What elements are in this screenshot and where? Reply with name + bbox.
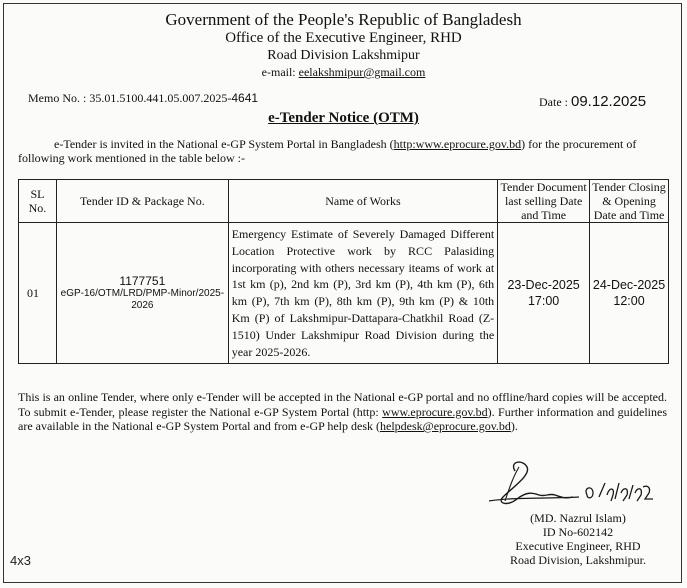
cell-name-of-works: Emergency Estimate of Severely Damaged Different Location Protective work by RCC Palasiding incorporating with others necessary iteams of work at 1st km (p), 2nd km (P), 3rd km (P), 4th km (P), 6th km (P), 7th km (P), 8th km (P), 9th km (P) & 10th Km (P) of Lakshmipur-Dattapara-Chatkhil Road (Z-1510) Under Lakshmipur Road Division during the year 2025-2026. bbox=[228, 223, 497, 364]
cell-tender-id bbox=[56, 223, 228, 364]
notice-title: e-Tender Notice (OTM) bbox=[268, 110, 419, 126]
header-email-line bbox=[0, 66, 687, 78]
table-header-row bbox=[19, 180, 669, 223]
doc-time: 17:00 bbox=[527, 294, 560, 309]
footer-url-helpdesk[interactable]: helpdesk@eprocure.gov.bd bbox=[380, 419, 511, 433]
package-no: eGP-16/OTM/LRD/PMP-Minor/2025-2026 bbox=[60, 288, 225, 312]
notice-date bbox=[539, 93, 646, 110]
header-name-of-works: Name of Works bbox=[228, 180, 497, 223]
date-value: 09.12.2025 bbox=[571, 93, 647, 110]
memo-serial: 4641 bbox=[231, 91, 259, 105]
corner-stamp: 4x3 bbox=[10, 553, 31, 568]
header-government: Government of the People's Republic of Bangladesh bbox=[165, 10, 522, 29]
memo-value: 35.01.5100.441.05.007.2025- bbox=[89, 91, 232, 105]
memo-number bbox=[28, 91, 258, 106]
intro-text-1: e-Tender is invited in the National e-GP System Portal in Bangladesh ( bbox=[54, 137, 394, 151]
footer-paragraph bbox=[18, 390, 667, 434]
footer-url-eprocure[interactable]: www.eprocure.gov.bd bbox=[382, 404, 488, 419]
header-closing-date: Tender Closing & Opening Date and Time bbox=[590, 180, 669, 223]
memo-label: Memo No. : bbox=[28, 91, 87, 105]
header-sl: SL No. bbox=[19, 180, 57, 223]
footer-text-2: ). Further information and guidelines are available in the National e-GP System Portal and from e-GP help desk ( bbox=[18, 404, 667, 433]
signature-block bbox=[483, 511, 673, 567]
date-label: Date : bbox=[539, 95, 568, 109]
intro-text-2: ) for the procurement of following work mentioned in the table below :- bbox=[18, 137, 637, 165]
header-division: Road Division Lakshmipur bbox=[267, 48, 420, 63]
signatory-name: (MD. Nazrul Islam) bbox=[530, 511, 626, 525]
footer-text-3: ). bbox=[510, 419, 518, 433]
signature-image bbox=[483, 457, 663, 513]
close-time: 12:00 bbox=[613, 294, 645, 309]
close-date: 24-Dec-2025 bbox=[592, 278, 666, 293]
cell-sl: 01 bbox=[19, 223, 57, 364]
intro-url[interactable]: http:www.eprocure.gov.bd bbox=[393, 137, 522, 151]
footer-text-1: This is an online Tender, where only e-Tender will be accepted in the National e-GP portal and no offline/hard copies will be accepted. To submit e-Tender, please register the National e-GP System Portal (http: bbox=[18, 390, 667, 419]
signatory-designation: Executive Engineer, RHD bbox=[515, 539, 641, 553]
doc-date: 23-Dec-2025 bbox=[507, 278, 580, 293]
cell-doc-selling-date bbox=[498, 223, 590, 364]
email-label: e-mail: bbox=[261, 65, 296, 79]
intro-paragraph bbox=[18, 137, 674, 165]
header-doc-selling-date: Tender Document last selling Date and Time bbox=[498, 180, 590, 223]
tender-table bbox=[18, 179, 669, 364]
email-link[interactable]: eelakshmipur@gmail.com bbox=[298, 65, 426, 79]
signatory-office: Road Division, Lakshmipur. bbox=[510, 553, 646, 567]
signatory-id: ID No-602142 bbox=[542, 525, 614, 539]
header-tender-id: Tender ID & Package No. bbox=[56, 180, 228, 223]
cell-closing-date bbox=[590, 223, 669, 364]
header-office: Office of the Executive Engineer, RHD bbox=[225, 30, 462, 46]
table-row bbox=[19, 223, 669, 364]
tender-id: 1177751 bbox=[119, 274, 166, 289]
